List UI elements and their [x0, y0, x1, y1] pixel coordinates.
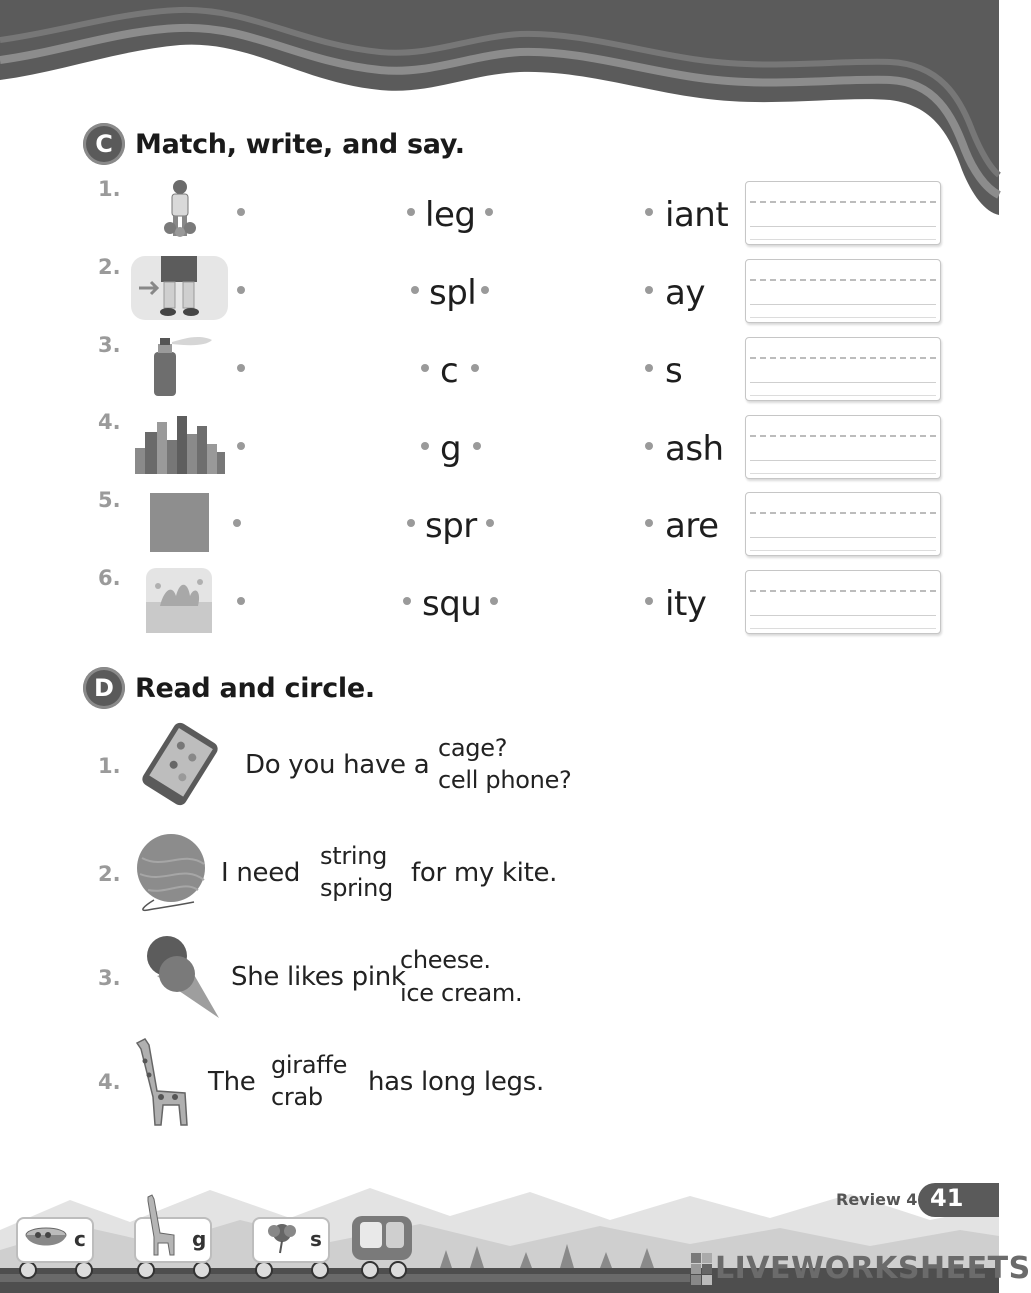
onset-right-dot[interactable]	[473, 442, 481, 450]
picture-dot[interactable]	[237, 208, 245, 216]
picture-dot[interactable]	[237, 597, 245, 605]
string-ball-icon	[134, 830, 208, 916]
review-label: Review 4	[836, 1190, 918, 1209]
option-1[interactable]: cage?	[438, 734, 508, 762]
onset-right-dot[interactable]	[481, 286, 489, 294]
legs-icon	[131, 254, 228, 322]
sentence-before: Do you have a	[245, 750, 430, 780]
option-1[interactable]: string	[320, 842, 388, 870]
onset-left-dot[interactable]	[407, 208, 415, 216]
square-icon	[150, 493, 209, 552]
sentence-before: The	[208, 1067, 256, 1097]
sentence-before: I need	[221, 858, 301, 888]
onset-left-dot[interactable]	[421, 442, 429, 450]
onset-left-dot[interactable]	[421, 364, 429, 372]
answer-write-box[interactable]	[745, 259, 941, 323]
cell-phone-icon	[131, 724, 229, 804]
train-letter: s	[310, 1227, 322, 1251]
train-letter: c	[74, 1227, 86, 1251]
rime-dot[interactable]	[645, 286, 653, 294]
sentence-after: for my kite.	[411, 858, 558, 888]
row-2-number: 2.	[98, 255, 121, 279]
option-2[interactable]: cell phone?	[438, 766, 572, 794]
ice-cream-icon	[131, 932, 223, 1020]
picture-dot[interactable]	[237, 364, 245, 372]
rime-dot[interactable]	[645, 208, 653, 216]
rime-dot[interactable]	[645, 442, 653, 450]
row-5-number: 5.	[98, 488, 121, 512]
bowl-icon	[24, 1225, 68, 1253]
option-1[interactable]: cheese.	[400, 946, 491, 974]
onset-right-dot[interactable]	[490, 597, 498, 605]
item-2-number: 2.	[98, 862, 121, 886]
onset-left-dot[interactable]	[407, 519, 415, 527]
onset-right-dot[interactable]	[471, 364, 479, 372]
train-letter: g	[192, 1227, 207, 1251]
train-car-2	[134, 1217, 212, 1263]
rime-dot[interactable]	[645, 364, 653, 372]
onset-word: g	[440, 429, 462, 469]
rime-word: s	[665, 351, 683, 391]
girl-icon	[160, 178, 200, 244]
city-icon	[133, 414, 226, 474]
section-c-badge: C	[83, 123, 125, 165]
onset-left-dot[interactable]	[403, 597, 411, 605]
onset-word: leg	[425, 195, 476, 235]
picture-dot[interactable]	[237, 442, 245, 450]
row-1-number: 1.	[98, 177, 121, 201]
answer-write-box[interactable]	[745, 337, 941, 401]
sentence-after: has long legs.	[368, 1067, 544, 1097]
train-car-1	[16, 1217, 94, 1263]
sentence-before: She likes pink	[231, 962, 406, 992]
rime-word: ay	[665, 273, 705, 313]
answer-write-box[interactable]	[745, 492, 941, 556]
answer-write-box[interactable]	[745, 181, 941, 245]
section-d-badge: D	[83, 667, 125, 709]
row-4-number: 4.	[98, 410, 121, 434]
option-2[interactable]: ice cream.	[400, 979, 523, 1007]
item-1-number: 1.	[98, 754, 121, 778]
splash-icon	[146, 568, 212, 633]
row-3-number: 3.	[98, 333, 121, 357]
rime-word: are	[665, 506, 719, 546]
onset-word: c	[440, 351, 459, 391]
section-d-header	[83, 667, 375, 709]
spray-can-icon	[150, 334, 216, 398]
option-1[interactable]: giraffe	[271, 1051, 348, 1079]
answer-write-box[interactable]	[745, 415, 941, 479]
giraffe-icon	[131, 1035, 199, 1127]
onset-word: spr	[425, 506, 477, 546]
onset-word: spl	[429, 273, 477, 313]
option-2[interactable]: spring	[320, 874, 393, 902]
answer-write-box[interactable]	[745, 570, 941, 634]
flower-icon	[264, 1221, 300, 1255]
page-number: 41	[930, 1184, 964, 1212]
onset-right-dot[interactable]	[485, 208, 493, 216]
rime-word: ity	[665, 584, 707, 624]
rime-word: iant	[665, 195, 729, 235]
onset-word: squ	[422, 584, 482, 624]
section-c-title: Match, write, and say.	[135, 128, 465, 160]
train-car-3	[252, 1217, 330, 1263]
liveworksheets-logo-icon	[691, 1253, 713, 1285]
rime-word: ash	[665, 429, 724, 469]
section-d-title: Read and circle.	[135, 672, 375, 704]
option-2[interactable]: crab	[271, 1083, 323, 1111]
picture-dot[interactable]	[233, 519, 241, 527]
row-6-number: 6.	[98, 566, 121, 590]
onset-right-dot[interactable]	[486, 519, 494, 527]
onset-left-dot[interactable]	[411, 286, 419, 294]
section-c-header	[83, 123, 465, 165]
item-3-number: 3.	[98, 966, 121, 990]
rime-dot[interactable]	[645, 519, 653, 527]
item-4-number: 4.	[98, 1070, 121, 1094]
giraffe-small-icon	[142, 1193, 180, 1257]
liveworksheets-brand: LIVEWORKSHEETS	[715, 1251, 1031, 1286]
picture-dot[interactable]	[237, 286, 245, 294]
rime-dot[interactable]	[645, 597, 653, 605]
